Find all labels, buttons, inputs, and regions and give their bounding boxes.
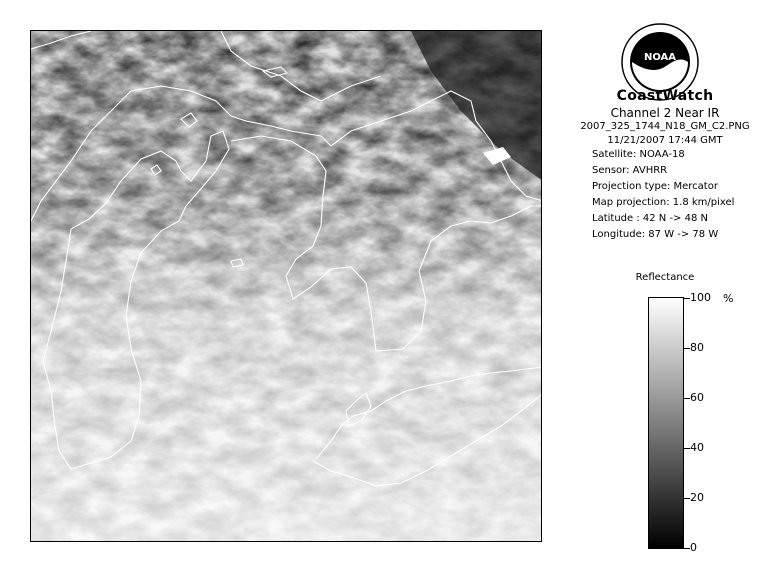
satellite-map <box>30 30 542 542</box>
colorbar-title: Reflectance <box>635 272 695 283</box>
meta-satellite: Satellite: NOAA-18 <box>592 149 685 160</box>
meta-map-projection: Map projection: 1.8 km/pixel <box>592 197 735 208</box>
colorbar-label-0: 0 <box>690 541 697 554</box>
page-title: CoastWatch <box>616 88 714 104</box>
colorbar-label-60: 60 <box>690 391 704 404</box>
map-svg <box>31 31 542 542</box>
colorbar-unit: % <box>723 292 734 305</box>
logo-text: NOAA <box>643 52 677 63</box>
colorbar-label-40: 40 <box>690 441 704 454</box>
date-time: 11/21/2007 17:44 GMT <box>607 135 723 146</box>
meta-latitude: Latitude : 42 N -> 48 N <box>592 213 708 224</box>
file-name: 2007_325_1744_N18_GM_C2.PNG <box>580 121 750 132</box>
colorbar <box>648 297 684 549</box>
channel-subtitle: Channel 2 Near IR <box>610 106 720 120</box>
colorbar-label-20: 20 <box>690 491 704 504</box>
meta-sensor: Sensor: AVHRR <box>592 165 668 176</box>
meta-projection-type: Projection type: Mercator <box>592 181 718 192</box>
meta-longitude: Longitude: 87 W -> 78 W <box>592 229 719 240</box>
colorbar-label-80: 80 <box>690 341 704 354</box>
colorbar-label-100: 100 <box>690 291 711 304</box>
